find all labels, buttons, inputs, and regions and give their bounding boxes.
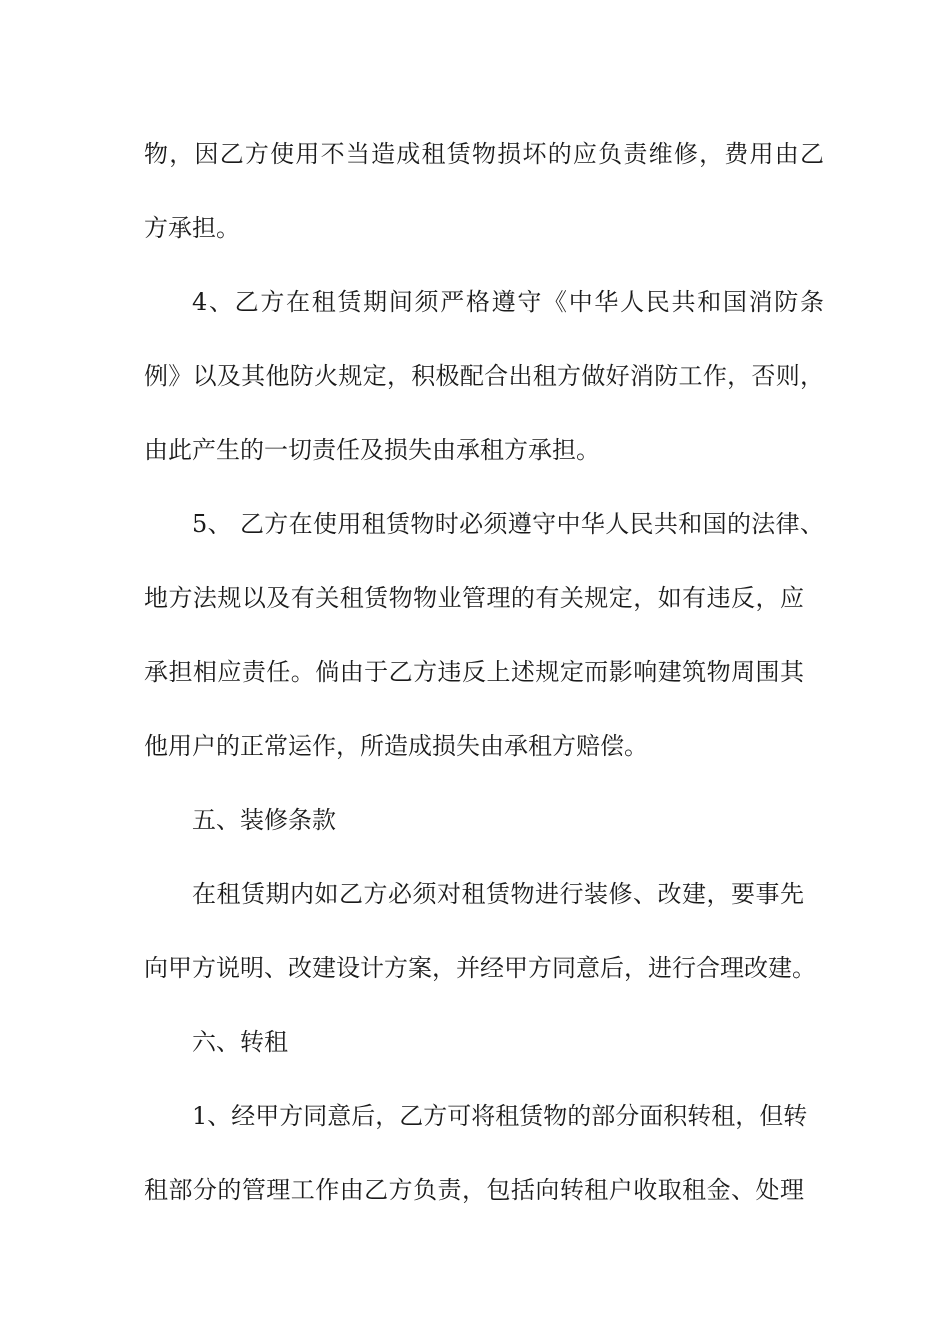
section-heading: 五、装修条款 — [192, 806, 336, 834]
text-line: 租部分的管理工作由乙方负责，包括向转租户收取租金、处理 — [144, 1176, 804, 1204]
text-line: 5、 乙方在使用租赁物时必须遵守中华人民共和国的法律、 — [192, 510, 824, 538]
text-line: 1、经甲方同意后，乙方可将租赁物的部分面积转租，但转 — [192, 1102, 808, 1130]
text-line: 例》以及其他防火规定，积极配合出租方做好消防工作，否则， — [144, 362, 824, 390]
text-line: 承担相应责任。倘由于乙方违反上述规定而影响建筑物周围其 — [144, 658, 804, 686]
text-line: 由此产生的一切责任及损失由承租方承担。 — [144, 436, 600, 464]
text-line: 在租赁期内如乙方必须对租赁物进行装修、改建，要事先 — [192, 880, 804, 908]
text-line: 地方法规以及有关租赁物物业管理的有关规定，如有违反，应 — [144, 584, 804, 612]
section-heading: 六、转租 — [192, 1028, 288, 1056]
text-line: 物，因乙方使用不当造成租赁物损坏的应负责维修，费用由乙 — [144, 140, 824, 168]
text-line: 方承担。 — [144, 214, 240, 242]
text-line: 他用户的正常运作，所造成损失由承租方赔偿。 — [144, 732, 648, 760]
text-line: 4、乙方在租赁期间须严格遵守《中华人民共和国消防条 — [192, 288, 824, 316]
text-line: 向甲方说明、改建设计方案，并经甲方同意后，进行合理改建。 — [144, 954, 816, 982]
